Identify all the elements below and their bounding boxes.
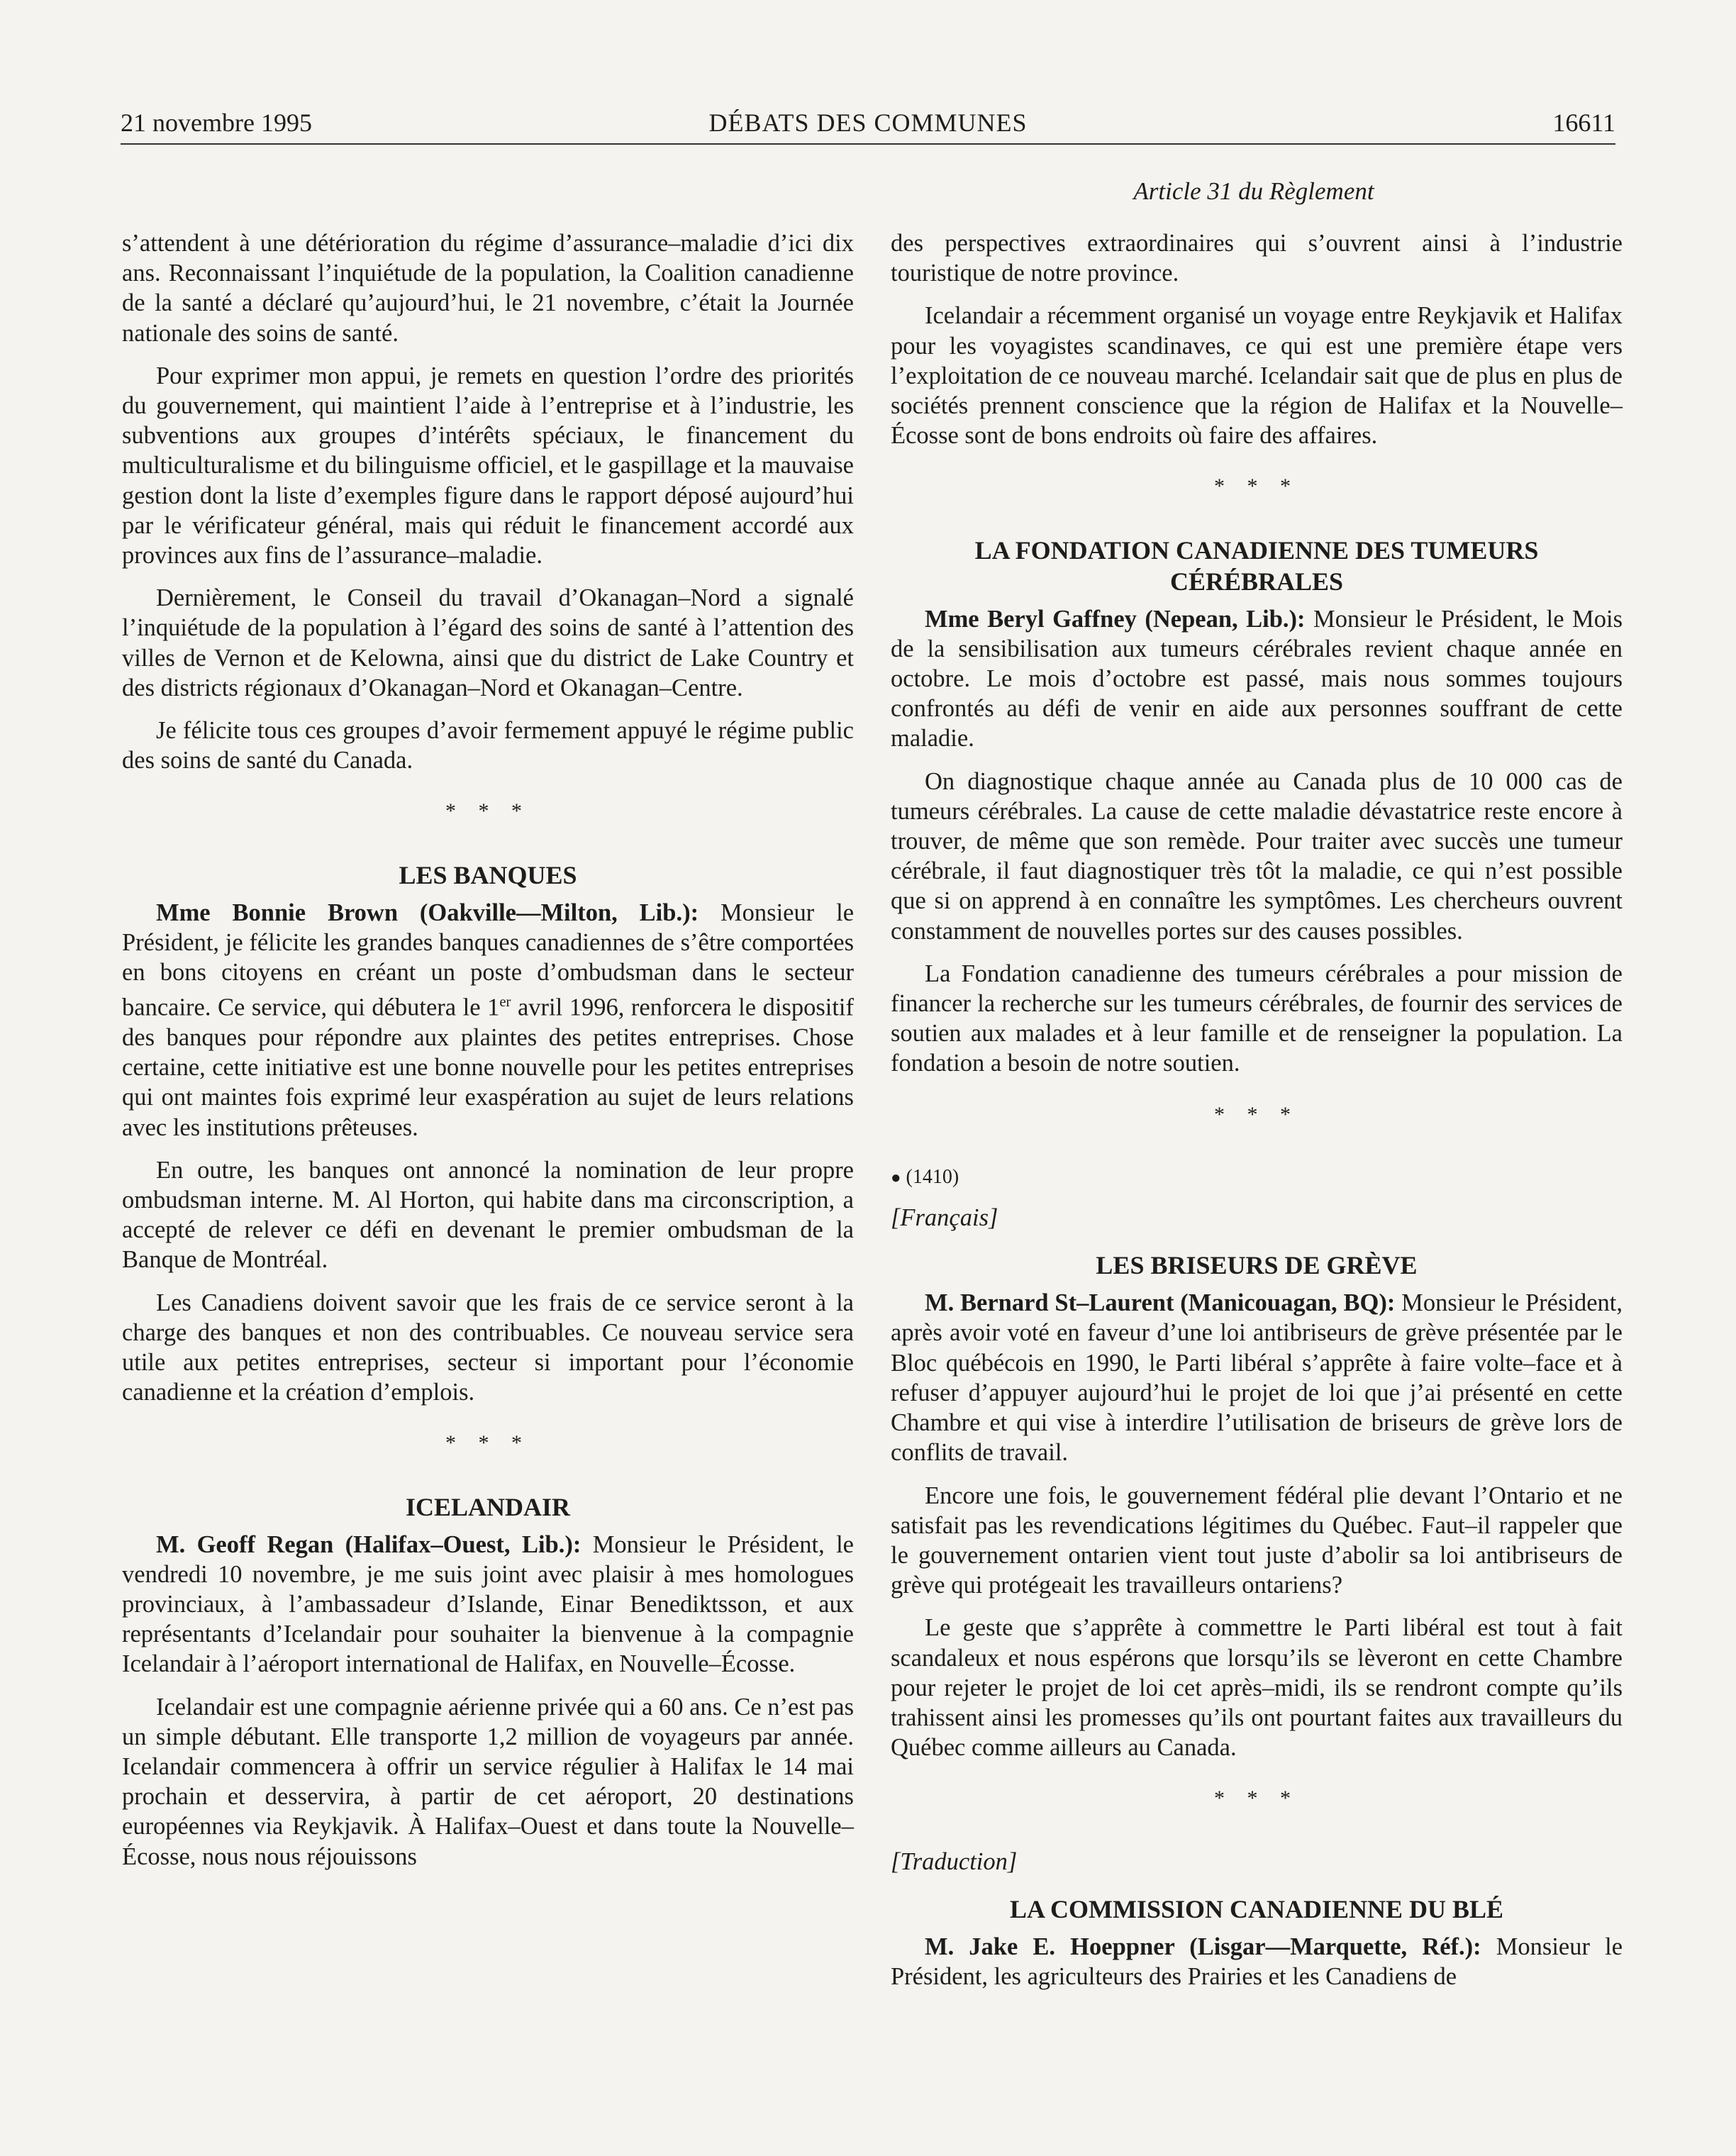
section-separator: * * * bbox=[1214, 1787, 1299, 1811]
paragraph bbox=[122, 1530, 854, 1679]
paragraph: On diagnostique chaque année au Canada plus de 10 000 cas de tumeurs cérébrales. La cause de cette maladie dévastatrice reste encore à trouver, de même que son remède. Pour traiter avec succès une tumeur cérébrale, il faut diagnostiquer très tôt la maladie, ce qui n’est possible que si on apprend à en connaître les symptômes. Les chercheurs ouvrent constamment de nouvelles portes sur des causes possibles. bbox=[891, 767, 1623, 945]
speaker-name: Mme Beryl Gaffney (Nepean, Lib.): bbox=[925, 605, 1306, 633]
language-tag: [Traduction] bbox=[891, 1847, 1018, 1875]
section-separator: * * * bbox=[1214, 474, 1299, 499]
header-title: DÉBATS DES COMMUNES bbox=[708, 109, 1028, 137]
paragraph bbox=[891, 1932, 1623, 1991]
time-marker-text: (1410) bbox=[906, 1165, 959, 1188]
header-date: 21 novembre 1995 bbox=[121, 109, 312, 137]
paragraph: s’attendent à une détérioration du régime d’assurance–maladie d’ici dix ans. Reconnaissant l’inquiétude de la population, la Coalition canadienne de la santé a déclaré qu’aujourd’hui, le 21 novembre, c’était la Journée nationale des soins de santé. bbox=[122, 230, 854, 347]
paragraph bbox=[891, 604, 1623, 754]
section-heading-tumeurs: LA FONDATION CANADIENNE DES TUMEURS CÉRÉBRALES bbox=[974, 535, 1539, 596]
section-heading-icelandair: ICELANDAIR bbox=[405, 1492, 571, 1521]
paragraph: Encore une fois, le gouvernement fédéral plie devant l’Ontario et ne satisfait pas les revendications légitimes du Québec. Faut–il rappeler que le gouvernement ontarien vient tout juste d’abolir sa loi antibriseurs de grève qui protégeait les travailleurs ontariens? bbox=[891, 1482, 1623, 1599]
paragraph: Je félicite tous ces groupes d’avoir fermement appuyé le régime public des soins de santé du Canada. bbox=[122, 717, 854, 774]
paragraph: La Fondation canadienne des tumeurs cérébrales a pour mission de financer la recherche sur les tumeurs cérébrales, de fournir des services de soutien aux malades et à leur famille et de renseigner la population. La fondation a besoin de notre soutien. bbox=[891, 960, 1623, 1077]
section-separator: * * * bbox=[1214, 1102, 1299, 1126]
section-separator: * * * bbox=[445, 799, 530, 823]
speaker-name: M. Geoff Regan (Halifax–Ouest, Lib.): bbox=[156, 1530, 582, 1558]
speaker-name: Mme Bonnie Brown (Oakville—Milton, Lib.): bbox=[156, 899, 699, 926]
left-column bbox=[122, 228, 854, 1884]
speech-text: Monsieur le Président, le Mois de la sensibilisation aux tumeurs cérébrales revient chaque année en octobre. Le mois d’octobre est passé, mais nous sommes toujours confrontés au défi de venir en aide aux personnes souffrant de cette maladie. bbox=[891, 605, 1623, 752]
paragraph bbox=[122, 898, 854, 1143]
speech-text: Monsieur le Président, le vendredi 10 novembre, je me suis joint avec plaisir à mes homologues provinciaux, à l’ambassadeur d’Islande, Einar Benediktsson, et aux représentants d’Icelandair pour souhaiter la bienvenue à la compagnie Icelandair à l’aéroport international de Halifax, en Nouvelle–Écosse. bbox=[122, 1530, 854, 1678]
paragraph: Pour exprimer mon appui, je remets en question l’ordre des priorités du gouvernement, qui maintient l’aide à l’entreprise et à l’industrie, les subventions aux groupes d’intérêts spéciaux, le financement du multiculturalisme et du bilinguisme officiel, et le gaspillage et la mauvaise gestion dont la liste d’exemples figure dans le rapport déposé aujourd’hui par le vérificateur général, mais qui réduit le financement accordé aux provinces aux fins de l’assurance–maladie. bbox=[122, 362, 854, 569]
running-head: Article 31 du Règlement bbox=[1133, 177, 1374, 205]
section-heading-banques: LES BANQUES bbox=[399, 860, 577, 889]
bullet-icon: ● bbox=[891, 1168, 901, 1187]
paragraph: Dernièrement, le Conseil du travail d’Okanagan–Nord a signalé l’inquiétude de la population à l’égard des soins de santé à l’attention des villes de Vernon et de Kelowna, ainsi que du district de Lake Country et des districts régionaux d’Okanagan–Nord et Okanagan–Centre. bbox=[122, 584, 854, 701]
paragraph: Icelandair est une compagnie aérienne privée qui a 60 ans. Ce n’est pas un simple débutant. Elle transporte 1,2 million de voyageurs par année. Icelandair commencera à offrir un service régulier à Halifax le 14 mai prochain et desservira, à partir de cet aéroport, 20 destinations européennes via Reykjavik. À Halifax–Ouest et dans toute la Nouvelle–Écosse, nous nous réjouissons bbox=[122, 1693, 854, 1870]
section-heading-ble: LA COMMISSION CANADIENNE DU BLÉ bbox=[1009, 1894, 1504, 1923]
speech-text: avril 1996, renforcera le dispositif des banques pour répondre aux plaintes des petites entreprises. Chose certaine, cette initiative est une bonne nouvelle pour les petites entreprises qui ont maintes fois exprimé leur exaspération au sujet de leurs relations avec les institutions prêteuses. bbox=[122, 994, 854, 1141]
paragraph: Le geste que s’apprête à commettre le Parti libéral est tout à fait scandaleux et nous espérons que lorsqu’ils se lèveront en cette Chambre pour rejeter le projet de loi cet après–midi, ils se rendront compte qu’ils trahissent ainsi les promesses qu’ils ont pourtant faites aux travailleurs du Québec comme ailleurs au Canada. bbox=[891, 1614, 1623, 1762]
paragraph: Icelandair a récemment organisé un voyage entre Reykjavik et Halifax pour les voyagistes scandinaves, ce qui est une première étape vers l’exploitation de ce nouveau marché. Icelandair sait que de plus en plus de sociétés prennent conscience que la région de Halifax et la Nouvelle–Écosse sont de bons endroits où faire des affaires. bbox=[891, 302, 1623, 450]
section-separator: * * * bbox=[445, 1431, 530, 1455]
paragraph bbox=[891, 1288, 1623, 1467]
speaker-name: M. Jake E. Hoeppner (Lisgar—Marquette, Réf.): bbox=[925, 1933, 1481, 1960]
speaker-name: M. Bernard St–Laurent (Manicouagan, BQ): bbox=[925, 1289, 1396, 1317]
page-header bbox=[121, 105, 1615, 145]
speech-text: Monsieur le Président, après avoir voté en faveur d’une loi antibriseurs de grève présentée par le Bloc québécois en 1990, le Parti libéral s’apprête à faire volte–face et à refuser d’appuyer aujourd’hui le projet de loi que j’ai présenté en cette Chambre et qui vise à interdire l’utilisation de briseurs de grève lors de conflits de travail. bbox=[891, 1289, 1623, 1467]
speech-text: Monsieur le Président, les agriculteurs des Prairies et les Canadiens de bbox=[891, 1933, 1623, 1990]
superscript: er bbox=[499, 994, 511, 1011]
page-number: 16611 bbox=[1552, 109, 1615, 137]
speech-text: Monsieur le Président, je félicite les grandes banques canadiennes de s’être comportées en bons citoyens en créant un poste d’ombudsman dans le secteur bancaire. Ce service, qui débutera le 1 bbox=[122, 899, 855, 1021]
time-marker bbox=[891, 1162, 1623, 1193]
paragraph: Les Canadiens doivent savoir que les frais de ce service seront à la charge des banques et non des contribuables. Ce nouveau service sera utile aux petites entreprises, secteur si important pour l’économie canadienne et la création d’emplois. bbox=[122, 1289, 854, 1406]
right-column bbox=[891, 228, 1623, 2004]
section-heading-greve: LES BRISEURS DE GRÈVE bbox=[1096, 1251, 1418, 1280]
language-tag: [Français] bbox=[891, 1204, 998, 1232]
paragraph: En outre, les banques ont annoncé la nomination de leur propre ombudsman interne. M. Al Horton, qui habite dans ma circonscription, a accepté de relever ce défi en devenant le premier ombudsman de la Banque de Montréal. bbox=[122, 1156, 854, 1274]
paragraph: des perspectives extraordinaires qui s’ouvrent ainsi à l’industrie touristique de notre province. bbox=[891, 230, 1623, 287]
